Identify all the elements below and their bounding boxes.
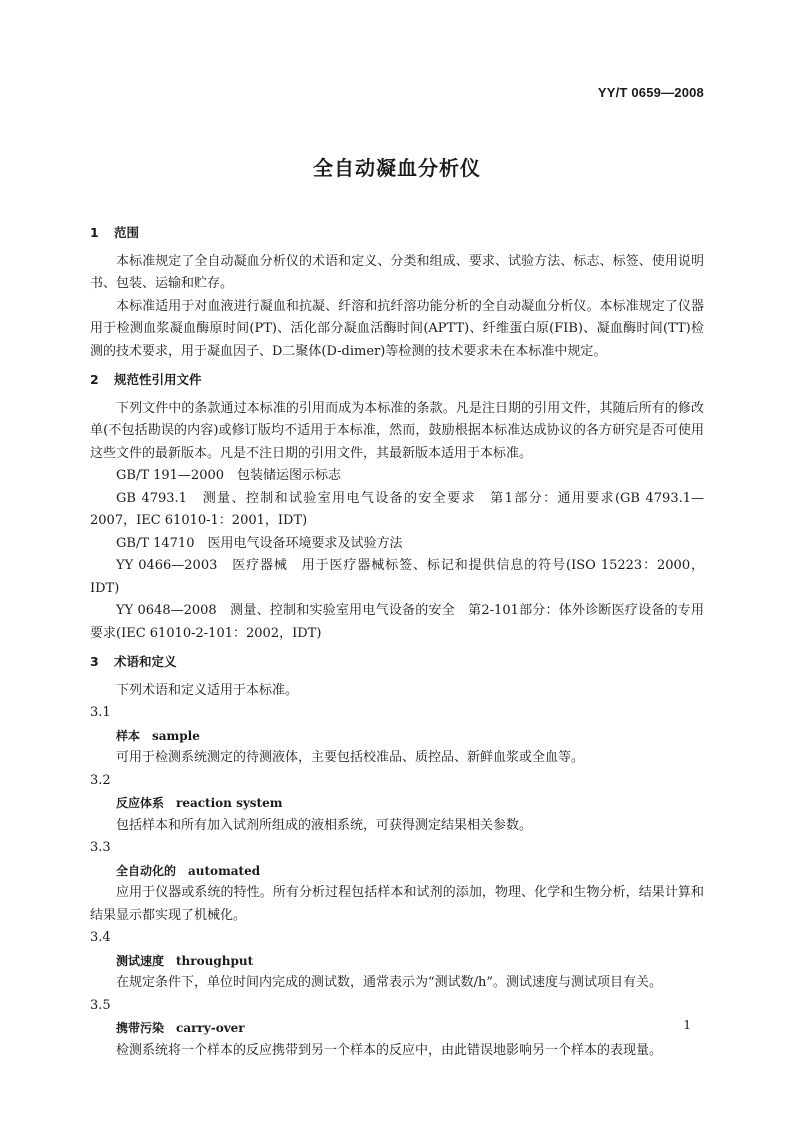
- document-body: [90, 222, 704, 1062]
- section-2-heading: [90, 369, 704, 392]
- term-english: carry-over: [176, 1021, 245, 1035]
- term-entry: [90, 792, 704, 815]
- term-definition: 在规定条件下，单位时间内完成的测试数，通常表示为“测试数/h”。测试速度与测试项目有关。: [116, 975, 663, 990]
- reference-item: GB 4793.1 测量、控制和试验室用电气设备的安全要求 第1部分：通用要求(GB 4793.1—2007，IEC 61010-1：2001，IDT): [90, 490, 704, 528]
- term-entry: [90, 725, 704, 748]
- terms-intro: 下列术语和定义适用于本标准。: [116, 682, 299, 698]
- section-3-heading: [90, 651, 704, 674]
- section-title: 术语和定义: [114, 654, 177, 669]
- clause-number: 3.3: [90, 840, 111, 855]
- section-number: 3: [90, 654, 99, 669]
- document-title: 全自动凝血分析仪: [313, 156, 481, 180]
- clause-number: 3.2: [90, 772, 111, 788]
- reference-item: YY 0648—2008 测量、控制和实验室用电气设备的安全 第2-101部分：体外诊断医疗设备的专用要求(IEC 61010-2-101：2002，IDT): [90, 603, 704, 641]
- scope-paragraph-1: 本标准规定了全自动凝血分析仪的术语和定义、分类和组成、要求、试验方法、标志、标签、使用说明书、包装、运输和贮存。: [90, 253, 704, 291]
- term-definition: 检测系统将一个样本的反应携带到另一个样本的反应中，由此错误地影响另一个样本的表现量。: [116, 1042, 663, 1058]
- clause-number: 3.4: [90, 930, 111, 945]
- term-english: sample: [152, 728, 200, 743]
- reference-item: GB/T 191—2000 包装储运图示标志: [116, 468, 342, 483]
- reference-item: YY 0466—2003 医疗器械 用于医疗器械标签、标记和提供信息的符号(ISO 15223：2000，IDT): [90, 558, 704, 596]
- section-title: 规范性引用文件: [114, 372, 202, 387]
- term-chinese: 携带污染: [116, 1021, 165, 1035]
- reference-item: GB/T 14710 医用电气设备环境要求及试验方法: [116, 535, 403, 551]
- page-number: 1: [683, 1018, 691, 1032]
- term-entry: [90, 950, 704, 973]
- term-english: throughput: [176, 953, 254, 968]
- scope-paragraph-2: 本标准适用于对血液进行凝血和抗凝、纤溶和抗纤溶功能分析的全自动凝血分析仪。本标准规定了仪器用于检测血浆凝血酶原时间(PT)、活化部分凝血活酶时间(APTT)、纤维蛋白原(FIB)、凝血酶时间(TT)检测的技术要求，用于凝血因子、D二聚体(D-dimer)等检测的技术要求未在本标准中规定。: [90, 298, 704, 359]
- term-entry: [90, 1017, 704, 1040]
- term-definition: 可用于检测系统测定的待测液体，主要包括校准品、质控品、新鲜血浆或全血等。: [116, 750, 585, 765]
- section-number: 2: [90, 372, 99, 387]
- term-entry: [90, 860, 704, 883]
- term-definition: 应用于仪器或系统的特性。所有分析过程包括样本和试剂的添加，物理、化学和生物分析，结果计算和结果显示都实现了机械化。: [90, 885, 704, 923]
- term-definition: 包括样本和所有加入试剂所组成的液相系统，可获得测定结果相关参数。: [116, 817, 533, 833]
- section-1-heading: [90, 222, 704, 245]
- term-chinese: 测试速度: [116, 953, 165, 968]
- term-chinese: 样本: [116, 728, 141, 743]
- normative-intro: 下列文件中的条款通过本标准的引用而成为本标准的条款。凡是注日期的引用文件，其随后所有的修改单(不包括勘误的内容)或修订版均不适用于本标准，然而，鼓励根据本标准达成协议的各方研究是否可使用这些文件的最新版本。凡是不注日期的引用文件，其最新版本适用于本标准。: [90, 400, 704, 461]
- section-number: 1: [90, 225, 99, 240]
- term-chinese: 全自动化的: [116, 863, 177, 878]
- clause-number: 3.5: [90, 997, 111, 1013]
- term-english: reaction system: [176, 796, 283, 810]
- section-title: 范围: [114, 225, 140, 240]
- term-chinese: 反应体系: [116, 796, 165, 810]
- clause-number: 3.1: [90, 705, 111, 720]
- standard-number: YY/T 0659—2008: [597, 85, 704, 100]
- term-english: automated: [188, 863, 261, 878]
